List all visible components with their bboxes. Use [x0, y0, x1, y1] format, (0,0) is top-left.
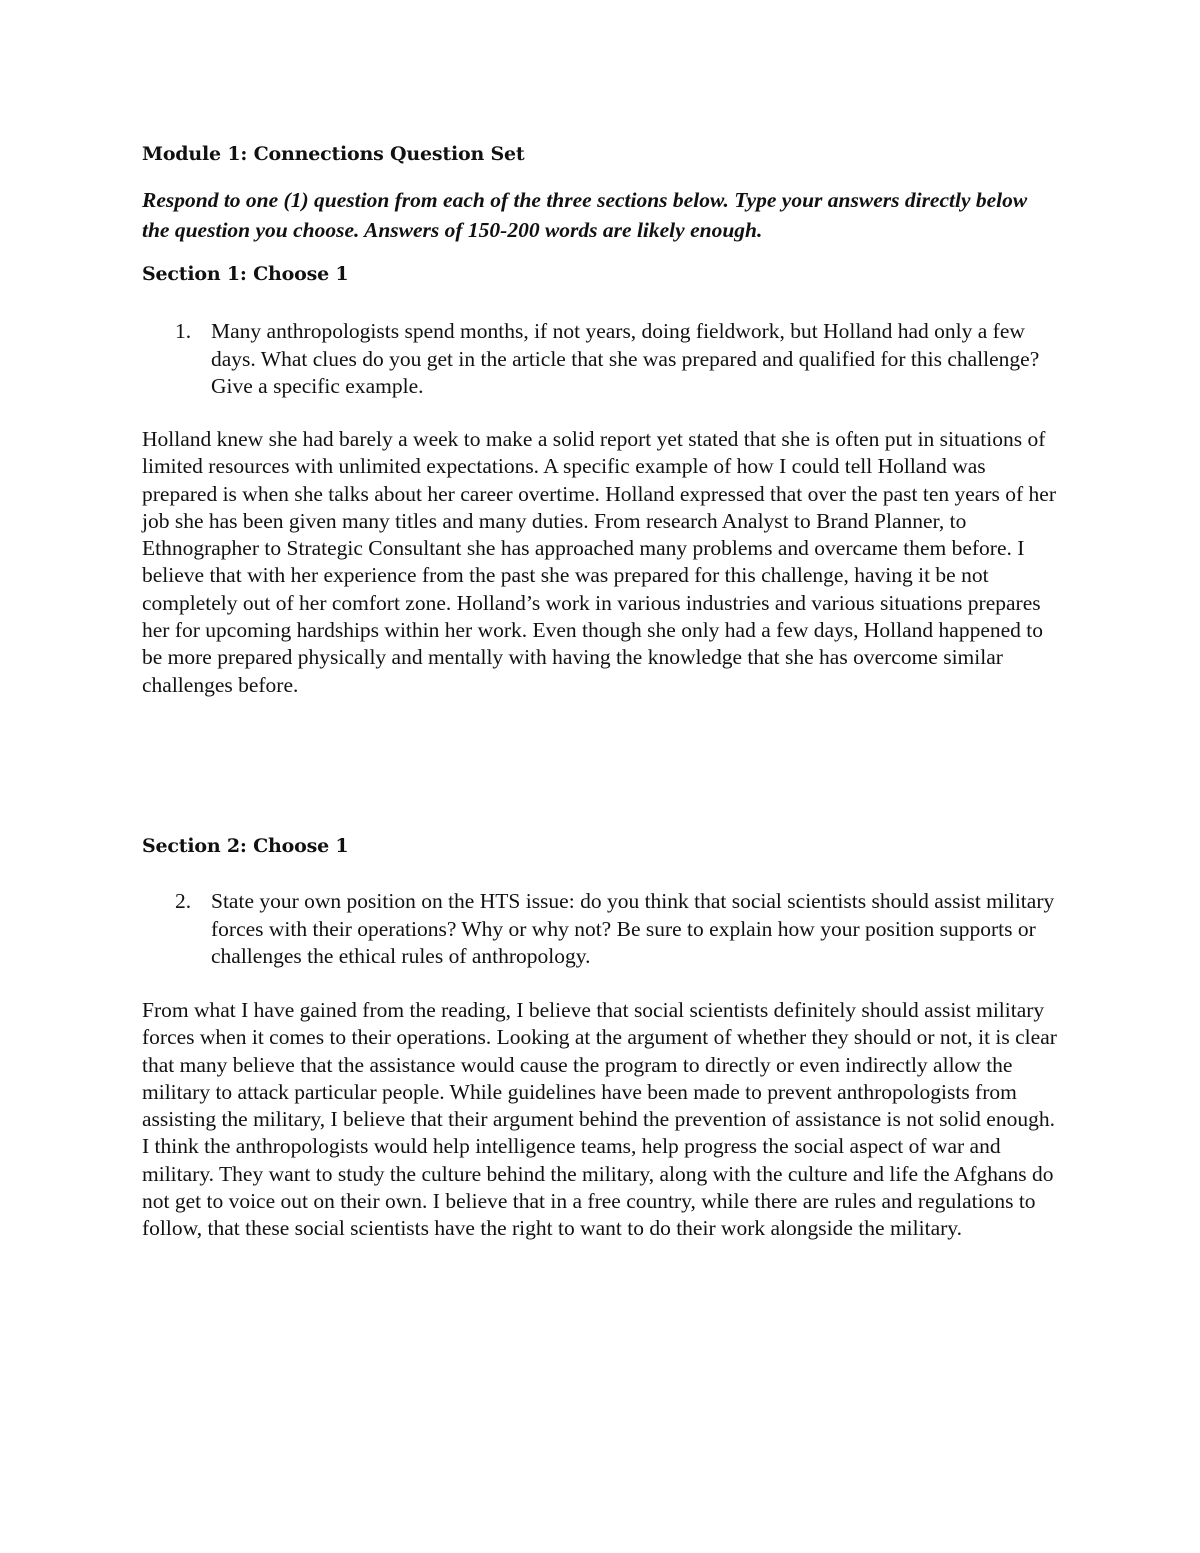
question-text: Many anthropologists spend months, if not years, doing fieldwork, but Holland had only a few days. What clues do you get in the article that she was prepared and qualified for this challenge? Give a specific example.	[211, 319, 1040, 398]
section-2-question	[175, 888, 1065, 971]
question-text: State your own position on the HTS issue: do you think that social scientists should assist military forces with their operations? Why or why not? Be sure to explain how your position supports or challenges the ethical rules of anthropology.	[211, 889, 1055, 968]
section-1-heading: Section 1: Choose 1	[142, 263, 349, 285]
question-number: 1.	[175, 319, 192, 343]
instructions-text: Respond to one (1) question from each of the three sections below. Type your answers directly below the question you choose. Answers of 150-200 words are likely enough.	[142, 188, 1028, 242]
section-1-question	[175, 318, 1065, 401]
section-2-heading: Section 2: Choose 1	[142, 835, 349, 857]
document-page	[142, 0, 1058, 1553]
question-number: 2.	[175, 889, 192, 913]
document-title: Module 1: Connections Question Set	[142, 143, 525, 165]
section-1-answer: Holland knew she had barely a week to make a solid report yet stated that she is often put in situations of limited resources with unlimited expectations. A specific example of how I could tell Holland was prepared is when she talks about her career overtime. Holland expressed that over the past ten years of her job she has been given many titles and many duties. From research Analyst to Brand Planner, to Ethnographer to Strategic Consultant she has approached many problems and overcame them before. I believe that with her experience from the past she was prepared for this challenge, having it be not completely out of her comfort zone. Holland’s work in various industries and various situations prepares her for upcoming hardships within her work. Even though she only had a few days, Holland happened to be more prepared physically and mentally with having the knowledge that she has overcome similar challenges before.	[142, 427, 1056, 697]
section-2-answer: From what I have gained from the reading, I believe that social scientists definitely should assist military forces when it comes to their operations. Looking at the argument of whether they should or not, it is clear that many believe that the assistance would cause the program to directly or even indirectly allow the military to attack particular people. While guidelines have been made to prevent anthropologists from assisting the military, I believe that their argument behind the prevention of assistance is not solid enough. I think the anthropologists would help intelligence teams, help progress the social aspect of war and military. They want to study the culture behind the military, along with the culture and life the Afghans do not get to voice out on their own. I believe that in a free country, while there are rules and regulations to follow, that these social scientists have the right to want to do their work alongside the military.	[142, 998, 1057, 1241]
